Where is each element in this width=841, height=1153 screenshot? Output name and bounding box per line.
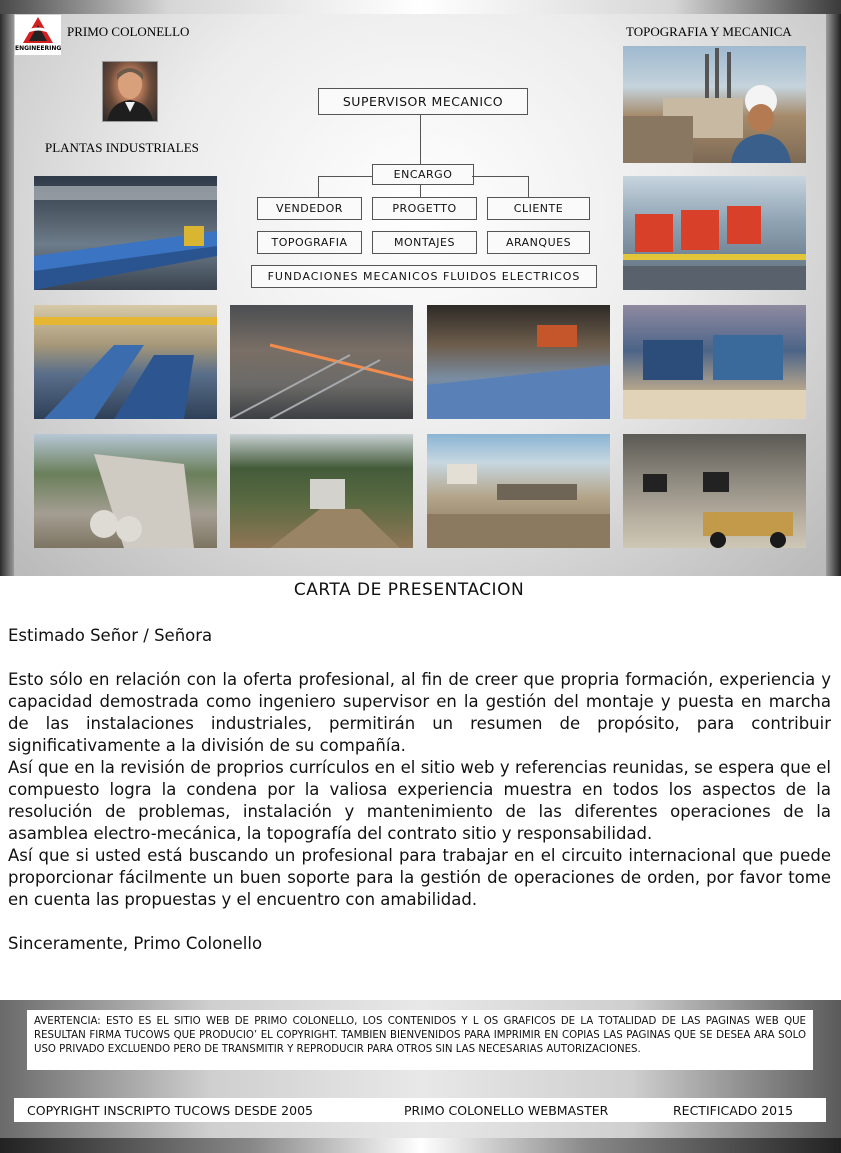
photo-industrial-plant <box>427 434 610 548</box>
org-vendedor-box: VENDEDOR <box>257 197 362 220</box>
left-frame <box>0 14 14 576</box>
org-connector <box>472 176 528 177</box>
letter-paragraph-3: Así que si usted está buscando un profesional para trabajar en el circuito internacional que puede proporcionar fácilmente un buen soporte para la gestión de operaciones de orden, por favor tome en cuenta las propuestas y el encuentro con amabilidad. <box>8 846 831 909</box>
owner-name: PRIMO COLONELLO <box>67 24 190 39</box>
org-encargo-box: ENCARGO <box>372 164 474 185</box>
org-cliente-box: CLIENTE <box>487 197 590 220</box>
letter-paragraph-2: Así que en la revisión de proprios currículos en el sitio web y referencias reunidas, se espera que el compuesto logra la condena por la valiosa experiencia muestra en todos los aspectos de la resolución de problemas, instalación y mantenimiento de las diferentes operaciones de la asamblea electro-mecánica, la topografía del contrato sitio y responsabilidad. <box>8 758 831 843</box>
letter-closing: Sinceramente, Primo Colonello <box>8 934 263 953</box>
photo-hot-steel-rails <box>230 305 413 419</box>
triangle-logo-icon <box>15 15 61 47</box>
photo-control-machinery <box>623 305 806 419</box>
copyright-text: COPYRIGHT INSCRIPTO TUCOWS DESDE 2005 <box>27 1102 313 1118</box>
logo-label: ENGINEERING <box>15 45 62 52</box>
copyright-bar <box>14 1098 826 1122</box>
copyright-warning: AVERTENCIA: ESTO ES EL SITIO WEB DE PRIMO COLONELLO, LOS CONTENIDOS Y L OS GRAFICOS DE LA TOTALIDAD DE LAS PAGINAS WEB QUE RESULTAN FIRMA TUCOWS QUE PRODUCIO’ EL COPYRIGHT. TAMBIEN BIENVENIDOS PARA IMPRIMIR EN COPIAS LAS PAGINAS QUE SE DESEA ARA SOLO USO PRIVADO EXCLUENDO PERO DE TRANSMITIR Y REPRODUCIR PARA OTROS SIN LAS NECESARIAS AUTORIZACIONES. <box>27 1010 813 1070</box>
org-connector <box>318 176 319 197</box>
org-topografia-box: TOPOGRAFIA <box>257 231 362 254</box>
org-montajes-box: MONTAJES <box>372 231 477 254</box>
rectified-text: RECTIFICADO 2015 <box>673 1102 794 1118</box>
bottom-band <box>0 1138 841 1153</box>
org-progetto-box: PROGETTO <box>372 197 477 220</box>
photo-dam-construction <box>34 434 217 548</box>
org-supervisor-box: SUPERVISOR MECANICO <box>318 88 528 115</box>
photo-tunnel-truck <box>623 434 806 548</box>
webmaster-text: PRIMO COLONELLO WEBMASTER <box>404 1102 609 1118</box>
left-subtitle: PLANTAS INDUSTRIALES <box>45 140 199 155</box>
org-connector <box>318 176 372 177</box>
org-connector <box>420 114 421 164</box>
letter-greeting: Estimado Señor / Señora <box>8 626 213 645</box>
photo-roller-conveyor <box>34 305 217 419</box>
org-aranques-box: ARANQUES <box>487 231 590 254</box>
cover-letter <box>8 625 831 955</box>
photo-rolling-mill-hall <box>34 176 217 290</box>
letter-title: CARTA DE PRESENTACION <box>293 580 525 600</box>
photo-red-generators <box>623 176 806 290</box>
top-band <box>0 0 841 14</box>
right-title: TOPOGRAFIA Y MECANICA <box>626 24 792 39</box>
org-connector <box>528 176 529 197</box>
photo-plate-mill <box>427 305 610 419</box>
org-connector <box>420 184 421 197</box>
engineering-logo <box>15 15 61 55</box>
owner-portrait <box>102 61 158 122</box>
photo-power-plant-worker <box>623 46 806 163</box>
letter-paragraph-1: Esto sólo en relación con la oferta profesional, al fin de creer que propria formación, experiencia y capacidad demostrada como ingeniero supervisor en la gestión del montaje y puesta en marcha de las instalaciones industriales, permitirán un resumen de propósito, para contribuir significativamente a la división de su compañía. <box>8 670 831 755</box>
photo-dam-reservoir <box>230 434 413 548</box>
org-fundaciones-box: FUNDACIONES MECANICOS FLUIDOS ELECTRICOS <box>251 265 597 288</box>
right-frame <box>826 14 841 576</box>
